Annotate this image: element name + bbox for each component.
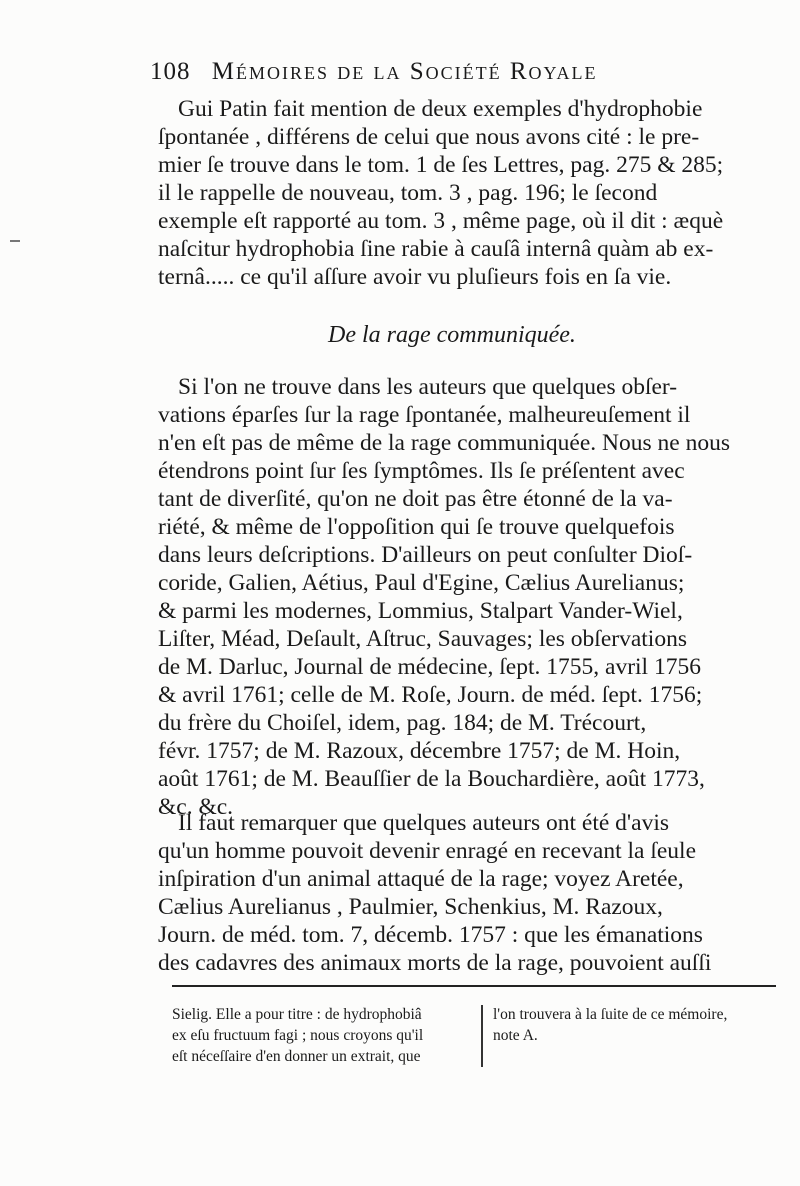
text-line: de M. Darluc, Journal de médecine, ſept. 1755, avril 1756 <box>158 654 701 680</box>
footnote-line: note A. <box>493 1027 538 1044</box>
text-line: août 1761; de M. Beauſſier de la Bouchardière, août 1773, <box>158 766 705 792</box>
footnote-column-divider <box>481 1005 483 1067</box>
text-line: des cadavres des animaux morts de la rage, pouvoient auſſi <box>158 950 712 976</box>
footnote-line: ex eſu fructuum fagi ; nous croyons qu'il <box>172 1027 424 1044</box>
text-line: & avril 1761; celle de M. Roſe, Journ. de méd. ſept. 1756; <box>158 682 703 708</box>
footnote-line: l'on trouvera à la ſuite de ce mémoire, <box>493 1006 728 1023</box>
footnote-line: eſt néceſſaire d'en donner un extrait, que <box>172 1048 421 1065</box>
text-line: naſcitur hydrophobia ſine rabie à cauſâ internâ quàm ab ex- <box>158 236 714 262</box>
text-line: Il faut remarquer que quelques auteurs ont été d'avis <box>178 810 670 836</box>
footnote-rule <box>172 985 776 987</box>
text-line: inſpiration d'un animal attaqué de la rage; voyez Aretée, <box>158 866 684 892</box>
margin-mark <box>10 240 20 242</box>
text-line: Journ. de méd. tom. 7, décemb. 1757 : que les émanations <box>158 922 703 948</box>
text-line: qu'un homme pouvoit devenir enragé en recevant la ſeule <box>158 838 696 864</box>
text-line: Liſter, Méad, Deſault, Aſtruc, Sauvages; les obſervations <box>158 626 687 652</box>
text-line: étendrons point ſur ſes ſymptômes. Ils ſe préſentent avec <box>158 458 685 484</box>
text-line: &c. &c. <box>158 794 234 820</box>
footnote-line: Sielig. Elle a pour titre : de hydrophobiâ <box>172 1006 422 1023</box>
text-line: il le rappelle de nouveau, tom. 3 , pag. 196; le ſecond <box>158 180 658 206</box>
text-line: tant de diverſité, qu'on ne doit pas être étonné de la va- <box>158 486 673 512</box>
text-line: Gui Patin fait mention de deux exemples d'hydrophobie <box>178 96 703 122</box>
text-line: vations éparſes ſur la rage ſpontanée, malheureuſement il <box>158 402 691 428</box>
text-line: n'en eſt pas de même de la rage communiquée. Nous ne nous <box>158 430 730 456</box>
text-line: exemple eſt rapporté au tom. 3 , même page, où il dit : æquè <box>158 208 724 234</box>
text-line: mier ſe trouve dans le tom. 1 de ſes Lettres, pag. 275 & 285; <box>158 152 724 178</box>
page-number: 108 <box>150 58 191 85</box>
text-line: coride, Galien, Aétius, Paul d'Egine, Cælius Aurelianus; <box>158 570 685 596</box>
page-header <box>150 58 710 94</box>
text-line: riété, & même de l'oppoſition qui ſe trouve quelquefois <box>158 514 675 540</box>
text-line: & parmi les modernes, Lommius, Stalpart Vander-Wiel, <box>158 598 683 624</box>
text-line: Cælius Aurelianus , Paulmier, Schenkius, M. Razoux, <box>158 894 663 920</box>
text-line: dans leurs deſcriptions. D'ailleurs on peut conſulter Dioſ- <box>158 542 693 568</box>
section-title: De la rage communiquée. <box>328 322 576 348</box>
text-line: du frère du Choiſel, idem, pag. 184; de M. Trécourt, <box>158 710 647 736</box>
running-title: Mémoires de la Société Royale <box>211 58 598 85</box>
text-line: févr. 1757; de M. Razoux, décembre 1757; de M. Hoin, <box>158 738 681 764</box>
text-line: ternâ..... ce qu'il aſſure avoir vu pluſieurs fois en ſa vie. <box>158 264 672 290</box>
text-line: ſpontanée , différens de celui que nous avons cité : le pre- <box>158 124 700 150</box>
text-line: Si l'on ne trouve dans les auteurs que quelques obſer- <box>178 374 678 400</box>
